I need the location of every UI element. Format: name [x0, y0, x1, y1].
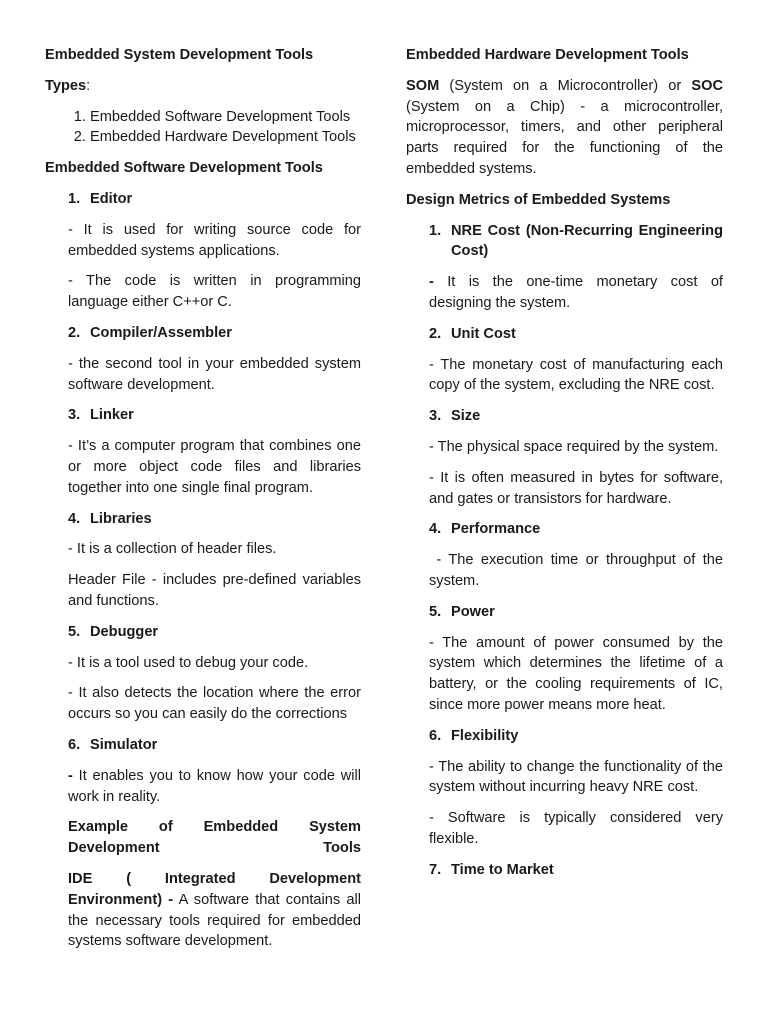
- metric-title: [429, 726, 723, 747]
- metric-description: - It is often measured in bytes for software, and gates or transistors for hardware.: [429, 469, 723, 507]
- metric-number: 1.: [429, 222, 442, 239]
- metric-name: Power: [451, 603, 495, 620]
- ide-term: IDE ( Integrated Development Environment) -: [68, 870, 361, 908]
- tool-description: [68, 766, 361, 808]
- dash-mark: -: [429, 274, 434, 291]
- metric-number: 6.: [429, 727, 442, 744]
- tool-number: 1.: [68, 190, 81, 207]
- metric-number: 2.: [429, 325, 442, 342]
- metric-description: - The amount of power consumed by the system which determines the lifetime of a battery, or the cooling requirements of IC, since more power means more heat.: [429, 634, 723, 713]
- nre-text: It is the one-time monetary cost of designing the system.: [429, 274, 723, 311]
- types-line: [45, 76, 361, 97]
- tool-number: 2.: [68, 324, 81, 341]
- metric-description: - The physical space required by the system.: [429, 438, 719, 455]
- metric-number: 7.: [429, 861, 442, 878]
- tool-name: Simulator: [90, 736, 158, 753]
- som-text: (System on a Microcontroller) or: [439, 77, 692, 94]
- simulator-text: It enables you to know how your code will work in reality.: [68, 767, 361, 805]
- types-label: Types: [45, 77, 87, 94]
- metric-name: NRE Cost (Non-Recurring Engineering Cost): [451, 222, 723, 260]
- tool-title: [68, 323, 361, 344]
- metric-description: - The execution time or throughput of the system.: [429, 552, 728, 589]
- section-title-example: Example of Embedded System Development Tools: [68, 819, 361, 857]
- section-title-software-tools: Embedded Software Development Tools: [45, 160, 323, 177]
- metric-name: Performance: [451, 521, 541, 538]
- tool-description: - It’s a computer program that combines one or more object code files and libraries together into one single final program.: [68, 438, 361, 496]
- metric-number: 4.: [429, 521, 442, 538]
- tool-number: 5.: [68, 623, 81, 640]
- metric-number: 3.: [429, 408, 442, 425]
- metric-number: 5.: [429, 603, 442, 620]
- soc-term: SOC: [691, 77, 723, 94]
- metric-name: Time to Market: [451, 861, 554, 878]
- types-colon: :: [86, 77, 91, 94]
- right-column: [406, 45, 728, 891]
- metric-title: [429, 406, 723, 427]
- tool-title: [68, 735, 361, 756]
- section-title-system-tools: Embedded System Development Tools: [45, 47, 314, 63]
- metric-description: - Software is typically considered very flexible.: [429, 810, 723, 847]
- metric-description: [429, 272, 723, 314]
- metric-title: [429, 602, 723, 623]
- soc-text: (System on a Chip) - a microcontroller, microprocessor, timers, and other peripheral parts required for the functioning of the embedded systems.: [406, 98, 723, 177]
- metric-title: [429, 221, 723, 263]
- metric-title: [429, 324, 723, 345]
- left-column: [45, 45, 361, 962]
- tool-description: - It is a collection of header files.: [68, 541, 277, 558]
- tool-description: - It also detects the location where the error occurs so you can easily do the corrections: [68, 685, 361, 723]
- tool-title: [68, 622, 361, 643]
- tool-title: [68, 189, 361, 210]
- software-tools-list: [45, 189, 361, 952]
- tool-description: - It is used for writing source code for embedded systems applications.: [68, 221, 361, 259]
- metric-name: Size: [451, 408, 481, 425]
- som-soc-description: [406, 76, 723, 180]
- metric-name: Unit Cost: [451, 325, 516, 342]
- tool-name: Linker: [90, 407, 134, 424]
- metric-description: - The monetary cost of manufacturing each copy of the system, excluding the NRE cost.: [429, 356, 723, 394]
- types-list: [45, 107, 361, 149]
- tool-number: 3.: [68, 407, 81, 424]
- metric-title: [429, 860, 723, 881]
- tool-name: Libraries: [90, 510, 152, 527]
- tool-title: [68, 509, 361, 530]
- tool-name: Editor: [90, 190, 133, 207]
- types-list-item: 2. Embedded Hardware Development Tools: [90, 127, 361, 148]
- tool-title: [68, 405, 361, 426]
- som-term: SOM: [406, 77, 440, 94]
- section-title-design-metrics: Design Metrics of Embedded Systems: [406, 191, 671, 208]
- metric-description: - The ability to change the functionality of the system without incurring heavy NRE cost.: [429, 758, 723, 796]
- tool-description: Header File - includes pre-defined variables and functions.: [68, 572, 361, 609]
- metric-name: Flexibility: [451, 727, 519, 744]
- tool-description: - It is a tool used to debug your code.: [68, 654, 309, 671]
- tool-name: Debugger: [90, 623, 159, 640]
- tool-description: - the second tool in your embedded system software development.: [68, 355, 361, 393]
- ide-text: A software that contains all the necessary tools required for embedded systems software development.: [68, 891, 361, 950]
- ide-description: [68, 869, 361, 952]
- tool-name: Compiler/Assembler: [90, 324, 232, 341]
- section-title-hardware-tools: Embedded Hardware Development Tools: [406, 47, 689, 63]
- tool-number: 6.: [68, 736, 81, 753]
- design-metrics-list: [406, 221, 728, 881]
- tool-number: 4.: [68, 510, 81, 527]
- tool-description: - The code is written in programming language either C++or C.: [68, 273, 361, 311]
- types-list-item: 1. Embedded Software Development Tools: [90, 107, 361, 128]
- dash-mark: -: [68, 767, 73, 784]
- metric-title: [429, 519, 723, 540]
